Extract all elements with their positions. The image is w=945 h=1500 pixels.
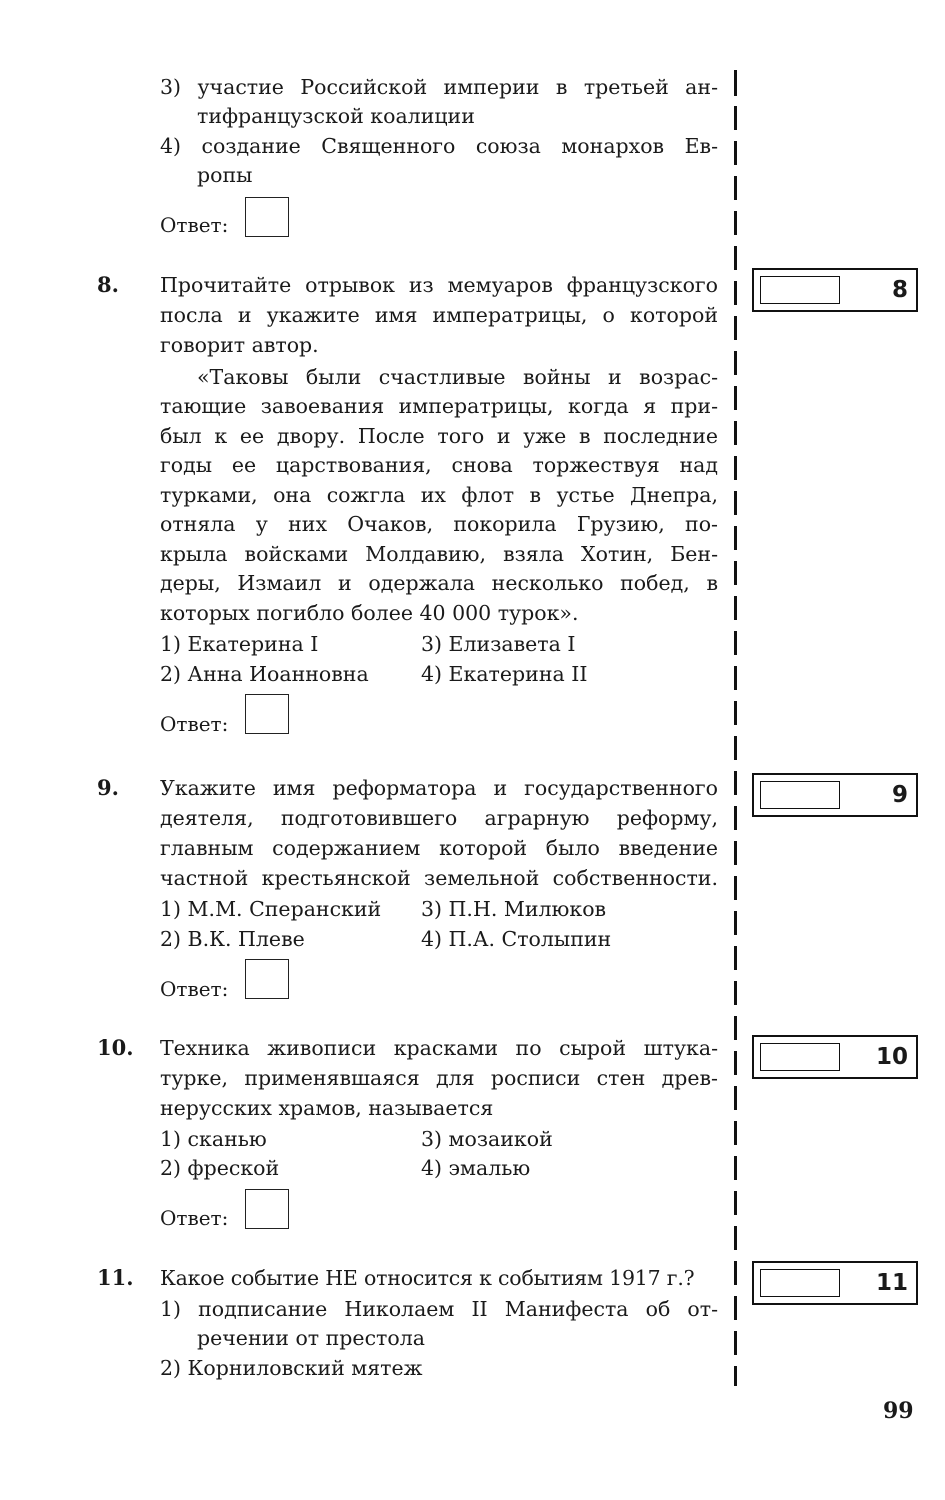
q8-quote-line-8: деры, Измаил и одержала несколько побед, в	[160, 571, 718, 595]
q10-text-line-1: Техника живописи красками по сырой штука-	[160, 1036, 718, 1060]
page-number: 99	[883, 1398, 914, 1424]
q9-number: 9.	[97, 775, 119, 800]
q8-quote-line-5: турками, она сожгла их флот в устье Днепра,	[160, 483, 718, 507]
q11-option-1-line-1: 1) подписание Николаем II Манифеста об от-	[160, 1297, 718, 1321]
q9-option-3: 3) П.Н. Милюков	[421, 897, 607, 921]
q8-quote-line-2: тающие завоевания императрицы, когда я при-	[160, 394, 718, 418]
q8-option-2: 2) Анна Иоанновна	[160, 662, 369, 686]
q8-quote-line-9: которых погибло более 40 000 турок».	[160, 601, 579, 625]
q7-option-3-line-2: тифранцузской коалиции	[197, 104, 475, 128]
margin-box-8-number: 8	[891, 277, 908, 303]
q11-option-1-line-2: речении от престола	[197, 1326, 425, 1350]
q9-text-line-4: частной крестьянской земельной собственности.	[160, 866, 718, 890]
q11-number: 11.	[97, 1265, 134, 1290]
q7-option-3-line-1: 3) участие Российской империи в третьей ан-	[160, 75, 718, 99]
margin-box-10-field[interactable]	[760, 1043, 840, 1071]
q8-answer-box[interactable]	[245, 694, 289, 734]
margin-box-10-number: 10	[875, 1044, 908, 1070]
q9-option-1: 1) М.М. Сперанский	[160, 897, 382, 921]
q9-text-line-2: деятеля, подготовившего аграрную реформу,	[160, 806, 718, 830]
q10-number: 10.	[97, 1035, 134, 1060]
q8-option-4: 4) Екатерина II	[421, 662, 588, 686]
q9-answer-label: Ответ:	[160, 977, 229, 1001]
q8-answer-label: Ответ:	[160, 712, 229, 736]
q7-option-4-line-1: 4) создание Священного союза монархов Ев-	[160, 134, 718, 158]
q8-quote-line-1: «Таковы были счастливые войны и возрас-	[197, 365, 718, 389]
q7-option-4-line-2: ропы	[197, 163, 253, 187]
q7-answer-box[interactable]	[245, 197, 289, 237]
margin-box-11[interactable]	[752, 1261, 918, 1305]
margin-box-11-field[interactable]	[760, 1269, 840, 1297]
q10-text-line-3: нерусских храмов, называется	[160, 1096, 494, 1120]
q8-quote-line-7: крыла войсками Молдавию, взяла Хотин, Бен-	[160, 542, 718, 566]
q7-answer-label: Ответ:	[160, 213, 229, 237]
q9-option-2: 2) В.К. Плеве	[160, 927, 305, 951]
q8-text-line-1: Прочитайте отрывок из мемуаров французского	[160, 273, 718, 297]
q10-text-line-2: турке, применявшаяся для росписи стен древ-	[160, 1066, 718, 1090]
margin-box-8[interactable]	[752, 268, 918, 312]
margin-box-9-number: 9	[891, 782, 908, 808]
q8-option-1: 1) Екатерина I	[160, 632, 319, 656]
q10-option-1: 1) сканью	[160, 1127, 267, 1151]
q10-answer-label: Ответ:	[160, 1206, 229, 1230]
q11-text-line-1: Какое событие НЕ относится к событиям 1917 г.?	[160, 1266, 695, 1290]
margin-box-9[interactable]	[752, 773, 918, 817]
q8-option-3: 3) Елизавета I	[421, 632, 576, 656]
q8-text-line-2: посла и укажите имя императрицы, о которой	[160, 303, 718, 327]
q10-option-3: 3) мозаикой	[421, 1127, 553, 1151]
margin-box-8-field[interactable]	[760, 276, 840, 304]
q10-answer-box[interactable]	[245, 1189, 289, 1229]
q9-option-4: 4) П.А. Столыпин	[421, 927, 612, 951]
margin-box-9-field[interactable]	[760, 781, 840, 809]
q8-quote-line-3: был к ее двору. После того и уже в последние	[160, 424, 718, 448]
q10-option-2: 2) фреской	[160, 1156, 280, 1180]
q9-answer-box[interactable]	[245, 959, 289, 999]
margin-box-10[interactable]	[752, 1035, 918, 1079]
q9-text-line-1: Укажите имя реформатора и государственного	[160, 776, 718, 800]
q8-quote-line-6: отняла у них Очаков, покорила Грузию, по-	[160, 512, 718, 536]
margin-box-11-number: 11	[875, 1270, 908, 1296]
q10-option-4: 4) эмалью	[421, 1156, 531, 1180]
q8-quote-line-4: годы ее царствования, снова торжествуя над	[160, 453, 718, 477]
q11-option-2: 2) Корниловский мятеж	[160, 1356, 423, 1380]
q9-text-line-3: главным содержанием которой было введение	[160, 836, 718, 860]
q8-text-line-3: говорит автор.	[160, 333, 319, 357]
q8-number: 8.	[97, 272, 119, 297]
